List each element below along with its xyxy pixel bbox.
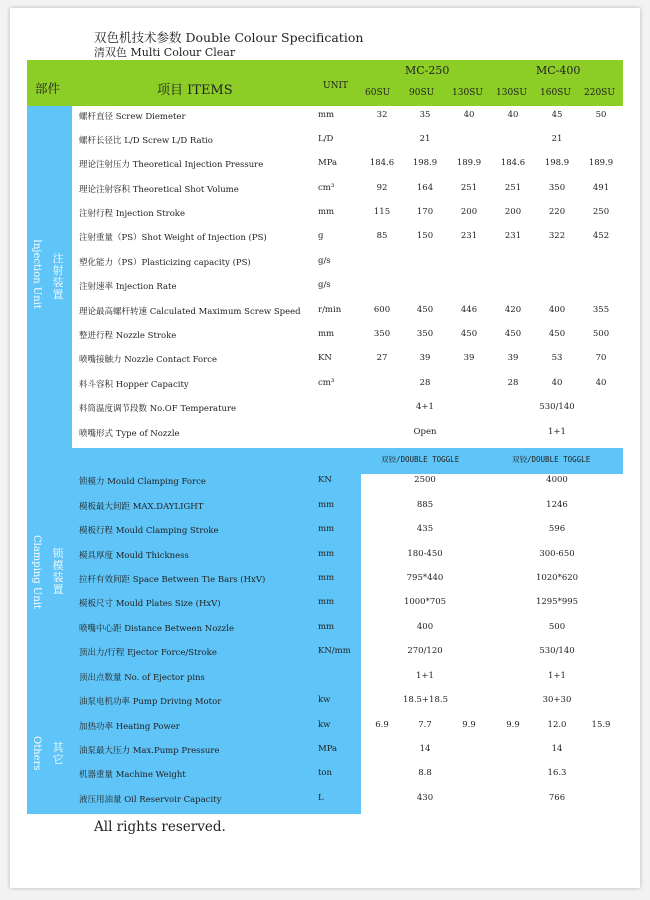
- row-value: 231: [460, 231, 478, 241]
- table-row: [0, 787, 650, 811]
- row-label: 螺杆直径 Screw Diemeter: [79, 112, 186, 122]
- toggle-label-mc400: 双铰/DOUBLE TOGGLE: [512, 455, 591, 464]
- row-value: 115: [373, 207, 391, 217]
- row-unit: MPa: [318, 158, 338, 168]
- row-value: 14: [551, 744, 563, 754]
- header-part: 部件: [35, 81, 61, 96]
- row-unit: mm: [318, 597, 335, 607]
- cn-char: 锁: [52, 547, 64, 560]
- row-unit: KN: [318, 475, 332, 485]
- row-value: 9.9: [506, 720, 520, 730]
- row-value: 198.9: [412, 158, 438, 168]
- row-label: 模板尺寸 Mould Plates Size (HxV): [79, 599, 221, 609]
- row-value: 30+30: [542, 695, 572, 705]
- footer-rights: All rights reserved.: [94, 819, 226, 835]
- row-label: 模板最大间距 MAX.DAYLIGHT: [79, 502, 204, 512]
- cn-char: 模: [52, 559, 64, 572]
- row-label: 机器重量 Machine Weight: [79, 770, 186, 780]
- row-value: 530/140: [539, 646, 575, 656]
- row-unit: g/s: [318, 256, 331, 266]
- row-value: 32: [376, 110, 388, 120]
- row-value: 350: [548, 183, 566, 193]
- row-value: 1246: [546, 500, 568, 510]
- row-label: 喷嘴接触力 Nozzle Contact Force: [79, 355, 218, 365]
- row-value: 170: [416, 207, 434, 217]
- header-unit: UNIT: [323, 81, 349, 91]
- row-label: 注射行程 Injection Stroke: [79, 209, 185, 219]
- row-value: 270/120: [407, 646, 443, 656]
- row-value: 450: [460, 329, 478, 339]
- row-unit: cm³: [318, 378, 335, 388]
- row-value: 1+1: [548, 427, 566, 437]
- row-unit: mm: [318, 524, 335, 534]
- row-value: 14: [419, 744, 431, 754]
- row-value: 8.8: [418, 768, 432, 778]
- row-unit: kw: [318, 695, 331, 705]
- table-row: [0, 494, 650, 518]
- row-value: 250: [592, 207, 610, 217]
- table-row: [0, 201, 650, 225]
- row-value: 600: [373, 305, 391, 315]
- row-value: 452: [592, 231, 610, 241]
- row-value: 21: [551, 134, 563, 144]
- header-items: 项目 ITEMS: [157, 83, 233, 98]
- cn-char: 装: [52, 276, 64, 289]
- row-unit: mm: [318, 573, 335, 583]
- row-label: 模板行程 Mould Clamping Stroke: [79, 526, 219, 536]
- row-label: 油泵电机功率 Pump Driving Motor: [79, 697, 222, 707]
- row-value: 596: [548, 524, 566, 534]
- table-row: [0, 518, 650, 542]
- row-value: 184.6: [369, 158, 395, 168]
- table-row: [0, 469, 650, 493]
- row-value: 350: [373, 329, 391, 339]
- row-value: 50: [595, 110, 607, 120]
- row-value: 27: [376, 353, 388, 363]
- row-value: 200: [504, 207, 522, 217]
- row-value: 189.9: [588, 158, 614, 168]
- row-label: 理论最高螺杆转速 Calculated Maximum Screw Speed: [79, 307, 301, 317]
- row-value: 355: [592, 305, 610, 315]
- row-unit: L/D: [318, 134, 334, 144]
- row-label: 注射速率 Injection Rate: [79, 282, 177, 292]
- row-unit: g: [318, 231, 324, 241]
- row-label: 锁模力 Mould Clamping Force: [79, 477, 206, 487]
- row-value: 21: [419, 134, 431, 144]
- table-header: [27, 60, 623, 106]
- table-row: [0, 689, 650, 713]
- row-value: 28: [507, 378, 519, 388]
- row-value: 530/140: [539, 402, 575, 412]
- row-value: 435: [416, 524, 434, 534]
- clamping-unit-label-en: Clamping Unit: [31, 535, 42, 609]
- row-unit: mm: [318, 622, 335, 632]
- cn-char: 置: [52, 583, 64, 596]
- row-label: 塑化能力（PS）Plasticizing capacity (PS): [79, 258, 251, 268]
- row-value: 885: [416, 500, 434, 510]
- row-value: 35: [419, 110, 431, 120]
- row-label: 螺杆长径比 L/D Screw L/D Ratio: [79, 136, 213, 146]
- table-row: [0, 177, 650, 201]
- header-sub: 90SU: [409, 88, 435, 98]
- row-value: 53: [551, 353, 563, 363]
- row-value: 220: [548, 207, 566, 217]
- row-unit: L: [318, 793, 324, 803]
- row-value: 6.9: [375, 720, 389, 730]
- row-value: 446: [460, 305, 478, 315]
- table-row: [0, 543, 650, 567]
- row-unit: mm: [318, 549, 335, 559]
- row-value: 322: [548, 231, 566, 241]
- row-label: 油泵最大压力 Max.Pump Pressure: [79, 746, 220, 756]
- row-value: 85: [376, 231, 388, 241]
- row-value: 1+1: [548, 671, 566, 681]
- row-value: 500: [592, 329, 610, 339]
- header-sub: 60SU: [365, 88, 391, 98]
- row-value: 430: [416, 793, 434, 803]
- table-row: [0, 640, 650, 664]
- row-value: 231: [504, 231, 522, 241]
- cn-char: 其: [52, 741, 64, 754]
- row-value: 400: [416, 622, 434, 632]
- row-value: 40: [463, 110, 475, 120]
- row-label: 喷嘴中心距 Distance Between Nozzle: [79, 624, 235, 634]
- row-value: 491: [592, 183, 610, 193]
- header-model-mc250: MC-250: [405, 64, 450, 77]
- header-sub: 130SU: [452, 88, 483, 98]
- row-value: 70: [595, 353, 607, 363]
- row-value: 39: [419, 353, 431, 363]
- row-label: 注射重量（PS）Shot Weight of Injection (PS): [79, 233, 267, 243]
- row-value: 766: [548, 793, 566, 803]
- row-value: 350: [416, 329, 434, 339]
- row-unit: mm: [318, 110, 335, 120]
- row-unit: kw: [318, 720, 331, 730]
- row-value: 795*440: [406, 573, 444, 583]
- row-label: 顶出力/行程 Ejector Force/Stroke: [79, 648, 217, 658]
- row-label: 整进行程 Nozzle Stroke: [79, 331, 177, 341]
- row-value: 150: [416, 231, 434, 241]
- row-label: 液压用油量 Oil Reservoir Capacity: [79, 795, 222, 805]
- header-model-mc400: MC-400: [536, 64, 581, 77]
- row-label: 模具厚度 Mould Thickness: [79, 551, 189, 561]
- table-row: [0, 762, 650, 786]
- row-value: 40: [595, 378, 607, 388]
- row-label: 理论注射容积 Theoretical Shot Volume: [79, 185, 239, 195]
- row-label: 喷嘴形式 Type of Nozzle: [79, 429, 180, 439]
- table-row: [0, 396, 650, 420]
- cn-char: 装: [52, 571, 64, 584]
- row-value: 9.9: [462, 720, 476, 730]
- row-unit: r/min: [318, 305, 342, 315]
- row-value: 40: [551, 378, 563, 388]
- table-row: [0, 738, 650, 762]
- row-unit: mm: [318, 500, 335, 510]
- cn-char: 置: [52, 288, 64, 301]
- row-value: 300-650: [539, 549, 575, 559]
- cn-char: 射: [52, 264, 64, 277]
- page-subtitle: 清双色 Multi Colour Clear: [94, 46, 236, 59]
- table-row: [0, 323, 650, 347]
- row-label: 理论注射压力 Theoretical Injection Pressure: [79, 160, 264, 170]
- row-value: 164: [416, 183, 434, 193]
- table-row: [0, 591, 650, 615]
- table-row: [0, 274, 650, 298]
- header-sub: 160SU: [540, 88, 571, 98]
- row-value: 251: [460, 183, 478, 193]
- row-value: 400: [548, 305, 566, 315]
- row-value: 450: [504, 329, 522, 339]
- row-value: 200: [460, 207, 478, 217]
- table-row: [0, 347, 650, 371]
- table-row: [0, 299, 650, 323]
- table-row: [0, 567, 650, 591]
- row-unit: cm³: [318, 183, 335, 193]
- row-unit: mm: [318, 207, 335, 217]
- row-value: 4000: [546, 475, 568, 485]
- row-value: 198.9: [544, 158, 570, 168]
- row-unit: ton: [318, 768, 333, 778]
- table-row: [0, 714, 650, 738]
- table-row: [0, 665, 650, 689]
- table-row: [0, 128, 650, 152]
- row-value: 4+1: [416, 402, 434, 412]
- row-value: 15.9: [591, 720, 611, 730]
- table-row: [0, 152, 650, 176]
- row-value: 18.5+18.5: [403, 695, 448, 705]
- injection-unit-label-en: Injection Unit: [31, 239, 42, 309]
- row-value: 500: [548, 622, 566, 632]
- row-value: 450: [548, 329, 566, 339]
- table-row: [0, 616, 650, 640]
- row-value: 1020*620: [535, 573, 579, 583]
- row-value: 420: [504, 305, 522, 315]
- row-value: 45: [551, 110, 563, 120]
- row-value: 180-450: [407, 549, 443, 559]
- table-row: [0, 225, 650, 249]
- table-row: [0, 250, 650, 274]
- toggle-label-mc250: 双铰/DOUBLE TOGGLE: [381, 455, 460, 464]
- row-label: 拉杆有效间距 Space Between Tie Bars (HxV): [79, 575, 266, 585]
- row-value: 189.9: [456, 158, 482, 168]
- table-row: [0, 104, 650, 128]
- row-value: 184.6: [500, 158, 526, 168]
- row-unit: MPa: [318, 744, 338, 754]
- row-value: 39: [507, 353, 519, 363]
- row-value: Open: [413, 427, 437, 437]
- header-sub: 130SU: [496, 88, 527, 98]
- header-sub: 220SU: [584, 88, 615, 98]
- row-label: 料斗容积 Hopper Capacity: [79, 380, 189, 390]
- row-value: 39: [463, 353, 475, 363]
- row-value: 2500: [414, 475, 436, 485]
- row-label: 顶出点数量 No. of Ejector pins: [79, 673, 205, 683]
- table-row: [0, 372, 650, 396]
- row-value: 1+1: [416, 671, 434, 681]
- cn-char: 它: [52, 753, 64, 766]
- row-value: 7.7: [418, 720, 432, 730]
- row-value: 28: [419, 378, 431, 388]
- row-value: 1000*705: [403, 597, 447, 607]
- row-value: 251: [504, 183, 522, 193]
- row-label: 料筒温度调节段数 No.OF Temperature: [79, 404, 237, 414]
- row-value: 1295*995: [535, 597, 579, 607]
- row-value: 12.0: [547, 720, 567, 730]
- cn-char: 注: [52, 252, 64, 265]
- others-label-en: Others: [31, 736, 42, 771]
- table-row: [0, 421, 650, 445]
- row-value: 450: [416, 305, 434, 315]
- row-unit: KN: [318, 353, 332, 363]
- row-unit: mm: [318, 329, 335, 339]
- row-value: 40: [507, 110, 519, 120]
- row-value: 92: [376, 183, 388, 193]
- row-value: 16.3: [547, 768, 567, 778]
- row-label: 加热功率 Heating Power: [79, 722, 180, 732]
- row-unit: KN/mm: [318, 646, 351, 656]
- row-unit: g/s: [318, 280, 331, 290]
- page-title: 双色机技术参数 Double Colour Specification: [94, 30, 364, 45]
